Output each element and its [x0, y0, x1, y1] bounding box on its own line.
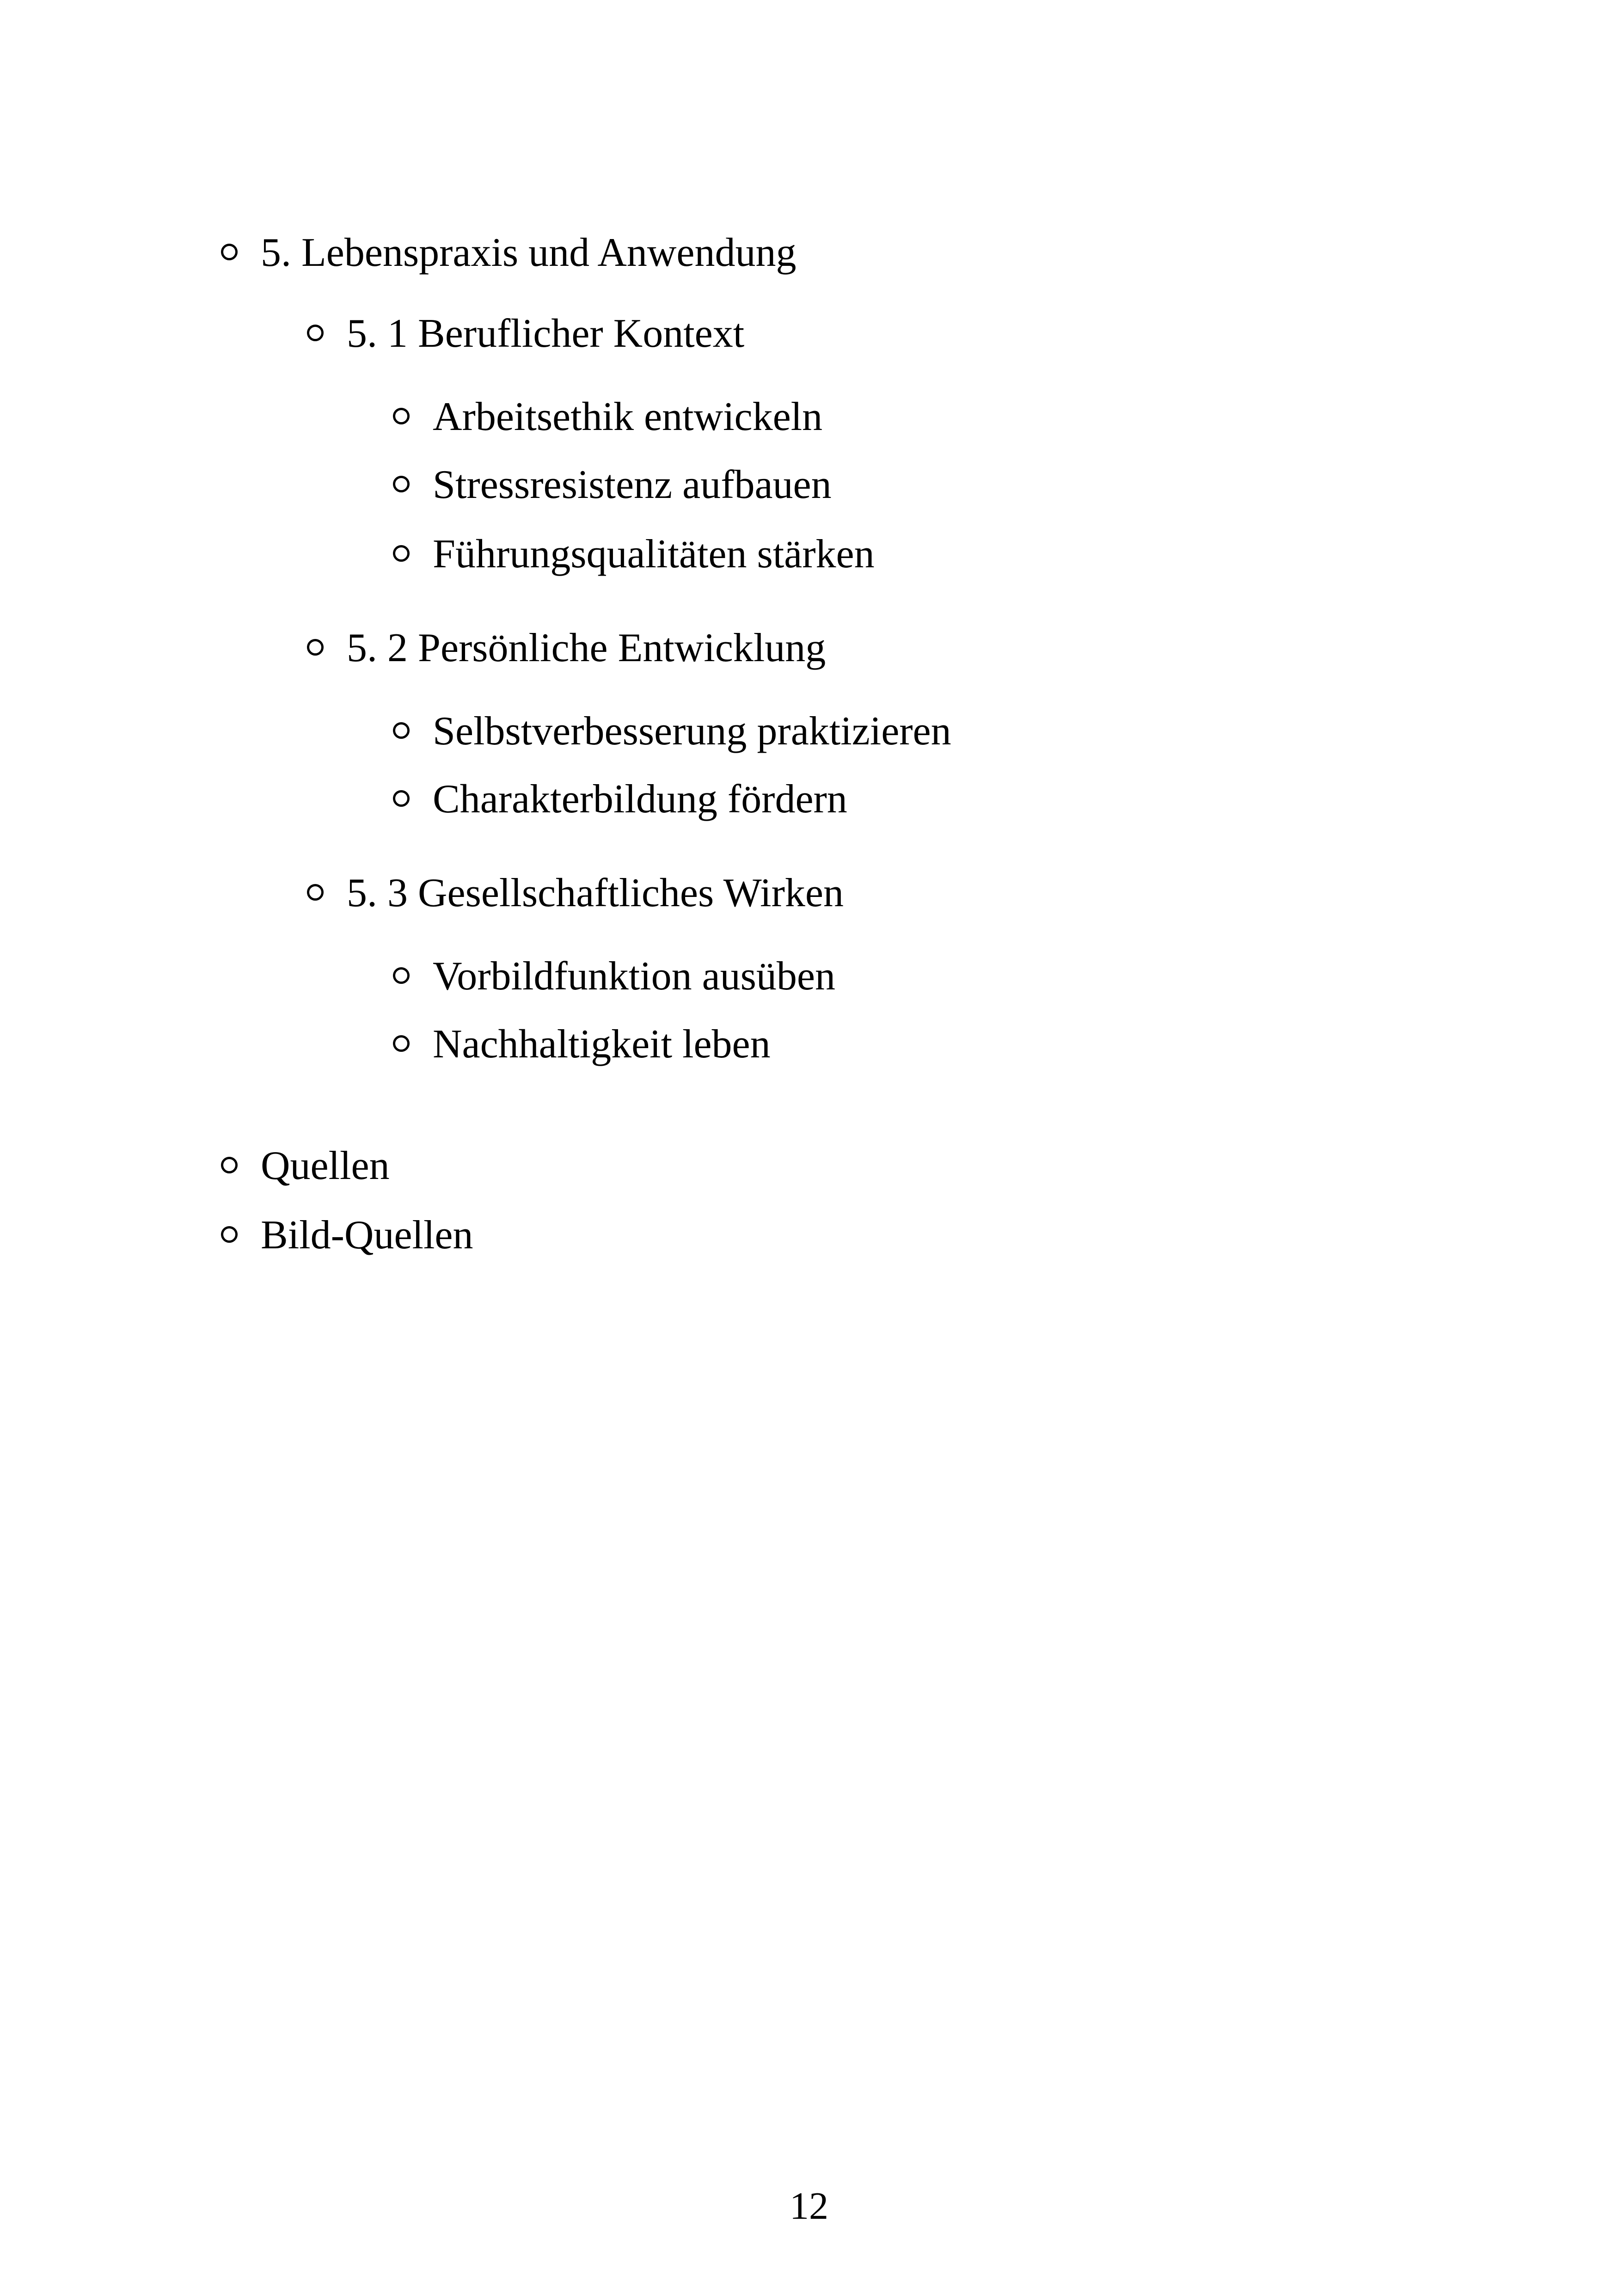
outline-item-section-5-3	[307, 873, 844, 914]
circle-bullet-icon	[221, 1157, 238, 1173]
circle-bullet-icon	[393, 1035, 410, 1052]
outline-item-label: 5. 1 Beruflicher Kontext	[347, 311, 745, 356]
circle-bullet-icon	[393, 408, 410, 424]
outline-item-label: Quellen	[261, 1143, 390, 1188]
outline-item-label: Charakterbildung fördern	[433, 777, 847, 822]
circle-bullet-icon	[393, 545, 410, 562]
outline-item-section-5-1	[307, 313, 744, 354]
outline-item-label: 5. 3 Gesellschaftliches Wirken	[347, 871, 844, 915]
outline-item-label: Stressresistenz aufbauen	[433, 462, 832, 507]
outline-item-section-5-2	[307, 628, 826, 669]
circle-bullet-icon	[393, 967, 410, 984]
outline-item-label: Arbeitsethik entwickeln	[433, 394, 823, 439]
outline-item-label: Nachhaltigkeit leben	[433, 1022, 771, 1067]
outline-item-bild-quellen	[221, 1215, 473, 1256]
circle-bullet-icon	[221, 244, 238, 260]
circle-bullet-icon	[393, 790, 410, 807]
outline-item-label: Vorbildfunktion ausüben	[433, 954, 835, 999]
outline-item-charakterbildung	[393, 779, 847, 820]
outline-item-stressresistenz	[393, 462, 832, 507]
circle-bullet-icon	[307, 639, 324, 656]
outline-item-selbstverbesserung	[393, 711, 951, 752]
outline-item-label: 5. Lebenspraxis und Anwendung	[261, 230, 797, 275]
outline-item-section-5	[221, 230, 797, 275]
circle-bullet-icon	[307, 884, 324, 901]
outline-item-fuehrungsqualitaeten	[393, 534, 875, 575]
outline-item-arbeitsethik	[393, 394, 823, 439]
outline-item-vorbildfunktion	[393, 956, 835, 997]
outline-item-label: Selbstverbesserung praktizieren	[433, 709, 951, 754]
circle-bullet-icon	[221, 1226, 238, 1243]
circle-bullet-icon	[393, 722, 410, 739]
circle-bullet-icon	[393, 476, 410, 492]
circle-bullet-icon	[307, 325, 324, 341]
outline-item-quellen	[221, 1143, 390, 1188]
outline-item-label: 5. 2 Persönliche Entwicklung	[347, 626, 826, 670]
page-number: 12	[790, 2185, 828, 2228]
outline-item-label: Bild-Quellen	[261, 1213, 473, 1258]
outline-item-label: Führungsqualitäten stärken	[433, 532, 875, 577]
outline-item-nachhaltigkeit	[393, 1024, 771, 1065]
